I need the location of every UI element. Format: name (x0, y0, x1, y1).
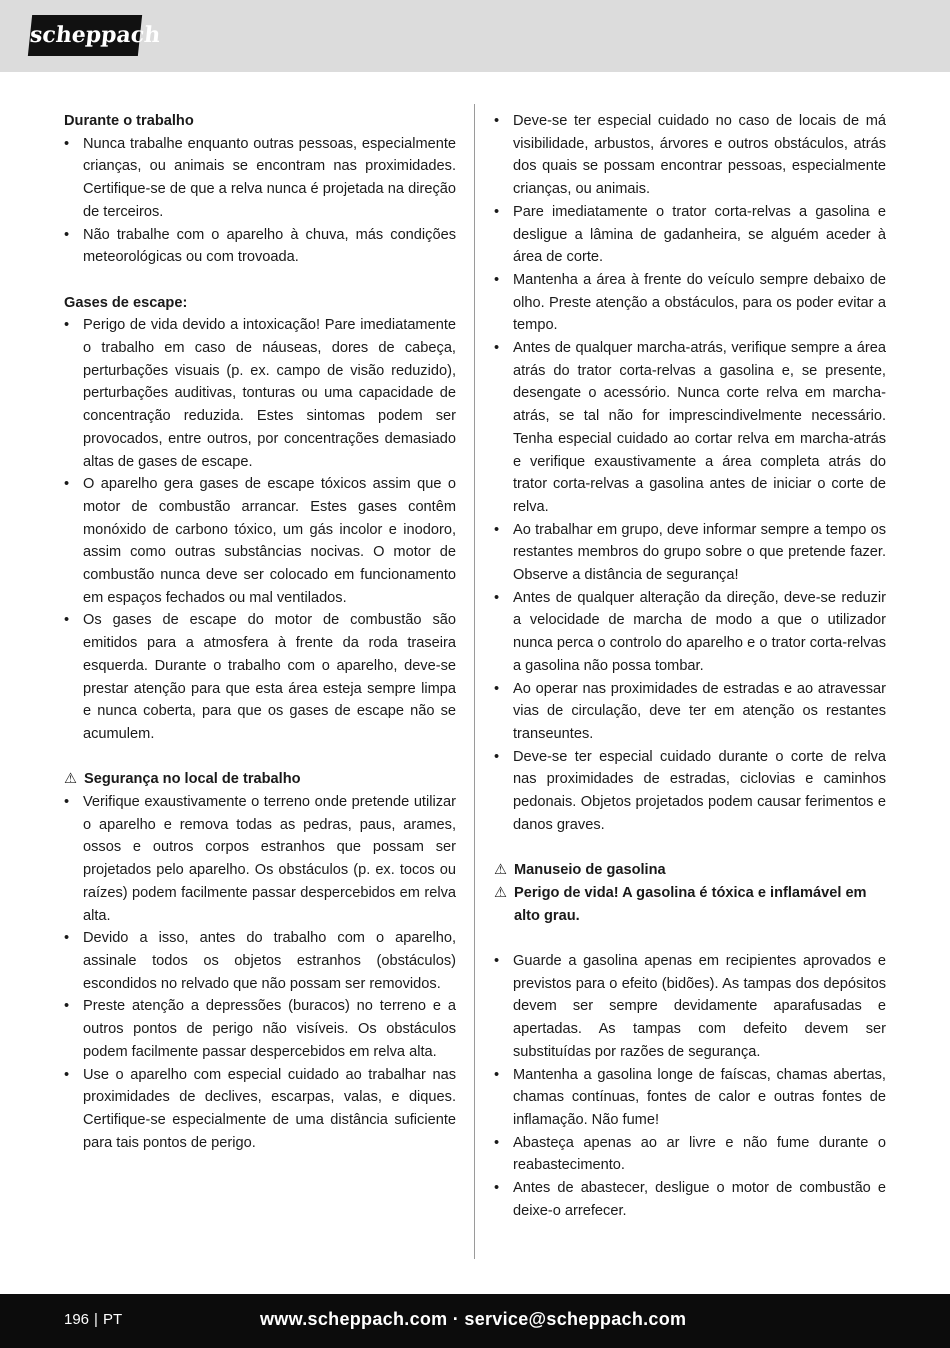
section-heading-workplace-safety: ⚠ Segurança no local de trabalho (64, 768, 456, 791)
language-code: PT (102, 1311, 123, 1328)
warning-triangle-icon: ⚠ (494, 884, 508, 901)
list-item: • O aparelho gera gases de escape tóxicos assim que o motor de combustão arrancar. Estes gases contêm monóxido de carbono tóxico, um gás incolor e inodoro, assim como outras substâncias nocivas. O motor de combustão nunca deve ser colocado em funcionamento em espaços fechados ou mal ventilados. (64, 473, 456, 609)
list-item: • Deve-se ter especial cuidado no caso de locais de má visibilidade, arbustos, árvores e outros obstáculos, atrás dos quais se possam encontrar pessoas, especialmente crianças, ou animais. (494, 110, 886, 201)
list-item: • Ao trabalhar em grupo, deve informar sempre a tempo os restantes membros do grupo sobre o que pretende fazer. Observe a distância de segurança! (494, 519, 886, 587)
list-item: • Mantenha a gasolina longe de faíscas, chamas abertas, chamas contínuas, fontes de calor e outras fontes de inflamação. Não fume! (494, 1064, 886, 1132)
header-band (0, 0, 950, 72)
column-divider (474, 104, 475, 1259)
footer-links: www.scheppach.com · service@scheppach.com (260, 1309, 687, 1329)
left-column (64, 110, 456, 1154)
petrol-handling-list (494, 950, 886, 1222)
during-work-list (64, 133, 456, 269)
warning-triangle-icon: ⚠ (64, 771, 78, 788)
list-item: • Use o aparelho com especial cuidado ao trabalhar nas proximidades de declives, escarpas, valas, e diques. Certifique-se especialmente de uma distância suficiente para tais pontos de perigo. (64, 1064, 456, 1155)
workplace-safety-list (64, 791, 456, 1154)
list-item: • Antes de qualquer marcha-atrás, verifique sempre a área atrás do trator corta-relvas a gasolina e, se presente, desengate o acessório. Nunca corte relva em marcha-atrás, se tal não for imprescindivelmente necessário. Tenha especial cuidado ao cortar relva em marcha-atrás e verifique exaustivamente a área completa atrás do trator corta-relvas a gasolina antes de iniciar o corte de relva. (494, 337, 886, 519)
list-item: • Pare imediatamente o trator corta-relvas a gasolina e desligue a lâmina de gadanheira, se alguém aceder à área de corte. (494, 201, 886, 269)
list-item: • Não trabalhe com o aparelho à chuva, más condições meteorológicas ou com trovoada. (64, 224, 456, 269)
brand-logo: scheppach (28, 15, 142, 56)
list-item: • Guarde a gasolina apenas em recipientes aprovados e previstos para o efeito (bidões). As tampas dos depósitos devem ser sempre devidamente aparafusadas e apertadas. As tampas com defeito devem ser substituídas por razões de segurança. (494, 950, 886, 1064)
right-column (494, 110, 886, 1222)
footer-band (0, 1294, 950, 1348)
section-heading-petrol-handling: ⚠ Manuseio de gasolina (494, 859, 886, 882)
list-item: • Mantenha a área à frente do veículo sempre debaixo de olho. Preste atenção a obstáculos, para os poder evitar a tempo. (494, 269, 886, 337)
list-item: • Perigo de vida devido a intoxicação! Pare imediatamente o trabalho em caso de náuseas, dores de cabeça, perturbações visuais (p. ex. campo de visão reduzido), perturbações auditivas, tonturas ou uma capacidade de concentração reduzida. Estes sintomas podem ser provocados, entre outros, por concentrações demasiado altas de gases de escape. (64, 314, 456, 473)
exhaust-gases-list (64, 314, 456, 745)
list-item: • Abasteça apenas ao ar livre e não fume durante o reabastecimento. (494, 1132, 886, 1177)
list-item: • Deve-se ter especial cuidado durante o corte de relva nas proximidades de estradas, ciclovias e caminhos pedonais. Objetos projetados podem causar ferimentos e danos graves. (494, 746, 886, 837)
list-item: • Antes de abastecer, desligue o motor de combustão e deixe-o arrefecer. (494, 1177, 886, 1222)
list-item: • Devido a isso, antes do trabalho com o aparelho, assinale todos os objetos estranhos (obstáculos) escondidos no relvado que não possam ser removidos. (64, 927, 456, 995)
list-item: • Antes de qualquer alteração da direção, deve-se reduzir a velocidade de marcha de modo a que o utilizador nunca perca o controlo do aparelho e o trator corta-relvas a gasolina não possa tombar. (494, 587, 886, 678)
list-item: • Verifique exaustivamente o terreno onde pretende utilizar o aparelho e remova todas as pedras, paus, arames, ossos e outros corpos estranhos que possam ser projetados pelo aparelho. Os obstáculos (p. ex. tocos ou raízes) podem facilmente passar despercebidos em relva alta. (64, 791, 456, 927)
operation-safety-list (494, 110, 886, 837)
list-item: • Os gases de escape do motor de combustão são emitidos para a atmosfera à frente da roda traseira esquerda. Durante o trabalho com o aparelho, deve-se prestar atenção para que esta área esteja sempre limpa e nunca coberta, para que os gases de escape não se acumulem. (64, 609, 456, 745)
section-heading-during-work: Durante o trabalho (64, 113, 194, 129)
list-item: • Preste atenção a depressões (buracos) no terreno e a outros pontos de perigo não visíveis. Os obstáculos podem facilmente passar despercebidos em relva alta. (64, 995, 456, 1063)
warning-triangle-icon: ⚠ (494, 862, 508, 879)
section-heading-exhaust-gases: Gases de escape: (64, 294, 188, 311)
list-item: • Nunca trabalhe enquanto outras pessoas, especialmente crianças, ou animais se encontram nas proximidades. Certifique-se de que a relva nunca é projetada na direção de terceiros. (64, 133, 456, 224)
list-item: • Ao operar nas proximidades de estradas e ao atravessar vias de circulação, deve ter em atenção os restantes transeuntes. (494, 678, 886, 746)
page-number: 196 | PT (64, 1311, 123, 1328)
danger-warning: ⚠ Perigo de vida! A gasolina é tóxica e inflamável em alto grau. (494, 882, 886, 927)
